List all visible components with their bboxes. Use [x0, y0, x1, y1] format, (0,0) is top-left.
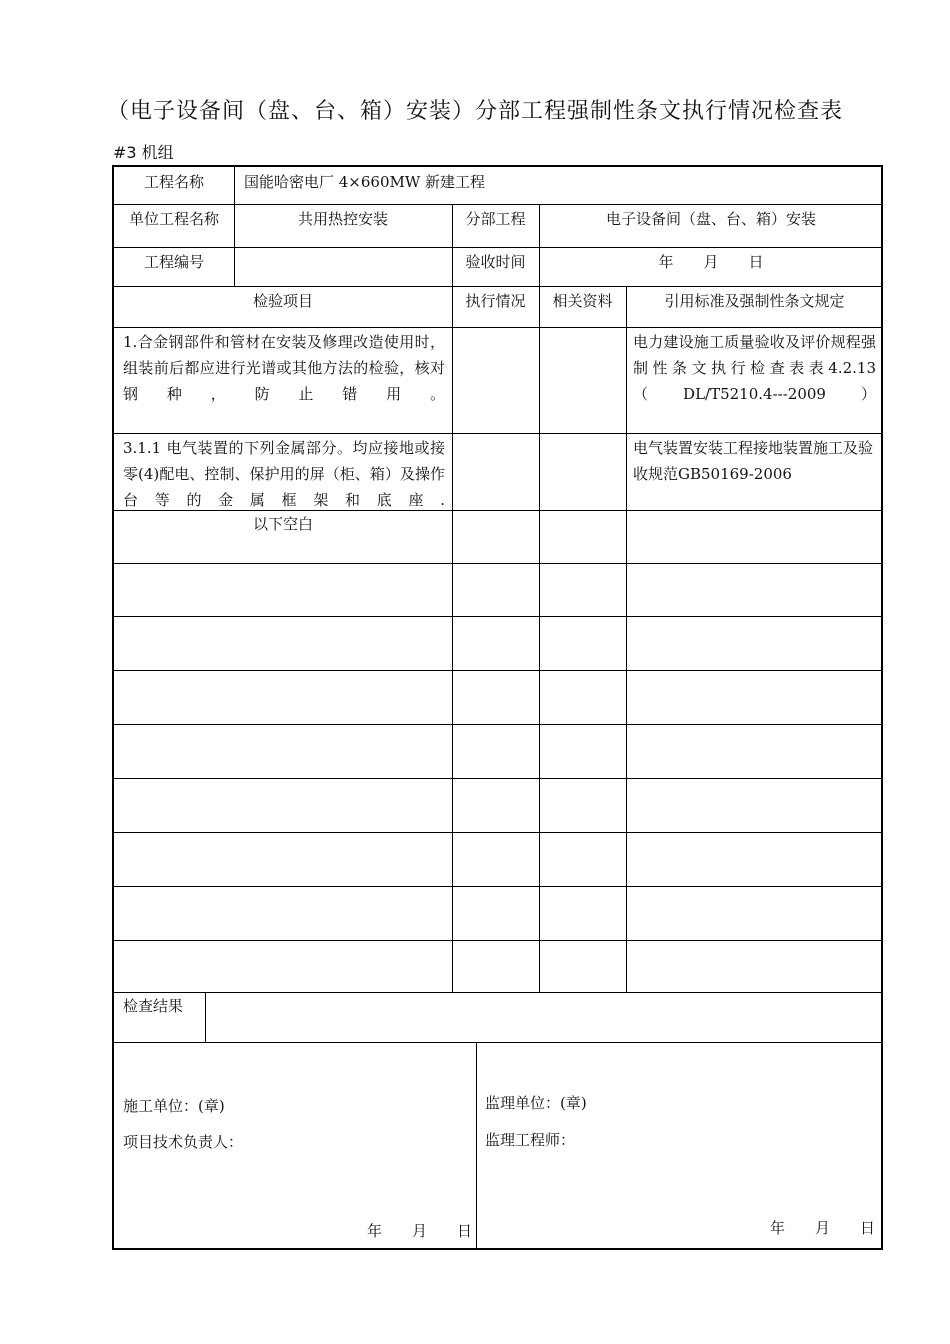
division-value: 电子设备间（盘、台、箱）安装: [605, 210, 816, 228]
unit-project-label: 单位工程名称: [128, 210, 219, 228]
row-1-standard: 电力建设施工质量验收及评价规程强制性条文执行检查表表4.2.13（DL/T5210.4---2009）: [633, 333, 876, 403]
unit-project-value: 共用热控安装: [297, 210, 388, 228]
column-header-materials: 相关资料: [552, 292, 613, 310]
construction-date: 年 月 日: [367, 1222, 473, 1240]
acceptance-time-label: 验收时间: [465, 253, 526, 271]
page-title: （电子设备间（盘、台、箱）安装）分部工程强制性条文执行情况检查表: [106, 99, 843, 124]
supervision-engineer: 监理工程师：: [485, 1131, 576, 1149]
project-name-value: 国能哈密电厂 4×660MW 新建工程: [244, 173, 486, 191]
row-2-standard: 电气装置安装工程接地装置施工及验收规范GB50169-2006: [633, 439, 874, 483]
supervision-date: 年 月 日: [770, 1219, 876, 1237]
row-2-item: 3.1.1 电气装置的下列金属部分。均应接地或接零(4)配电、控制、保护用的屏（柜、箱）及操作台等的金属框架和底座.: [123, 439, 445, 509]
acceptance-date: 年 月 日: [658, 253, 764, 271]
supervision-unit: 监理单位：(章): [485, 1094, 587, 1112]
unit-label: #3 机组: [113, 143, 174, 162]
construction-lead: 项目技术负责人：: [123, 1133, 244, 1151]
inspection-table: [112, 165, 883, 1250]
project-name-label: 工程名称: [143, 173, 204, 191]
blank-below-note: 以下空白: [252, 515, 313, 533]
column-header-standard: 引用标准及强制性条文规定: [664, 292, 845, 310]
row-1-item: 1.合金钢部件和管材在安装及修理改造使用时，组装前后都应进行光谱或其他方法的检验，核对钢种，防止错用。: [123, 333, 445, 403]
result-label: 检查结果: [123, 997, 184, 1015]
column-header-execution: 执行情况: [465, 292, 526, 310]
division-label: 分部工程: [465, 210, 526, 228]
column-header-item: 检验项目: [252, 292, 313, 310]
construction-unit: 施工单位：(章): [123, 1097, 225, 1115]
project-no-label: 工程编号: [143, 253, 204, 271]
